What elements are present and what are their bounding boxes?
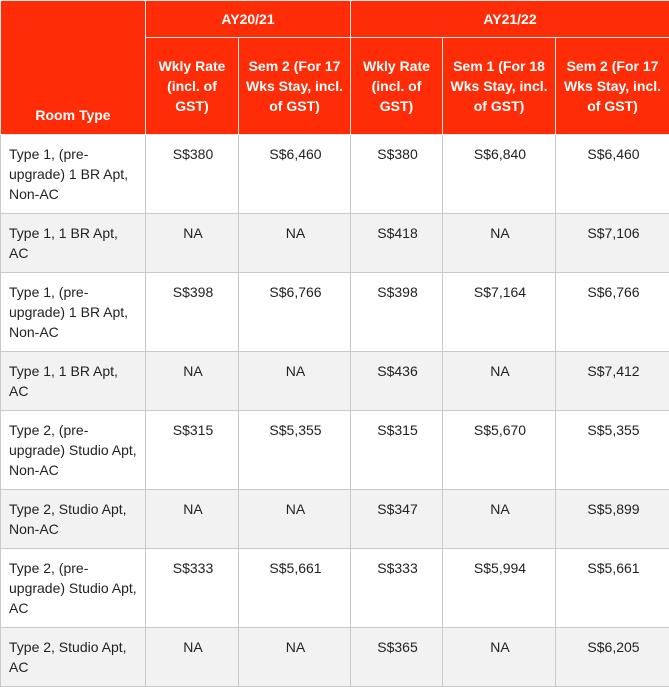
column-header-sem2-ay2122: Sem 2 (For 17 Wks Stay, incl. of GST) [556, 38, 669, 135]
rate-cell: S$347 [351, 490, 443, 549]
rate-cell: S$380 [351, 135, 443, 214]
rate-cell: S$5,899 [556, 490, 669, 549]
room-type-cell: Type 2, Studio Apt, AC [1, 628, 146, 687]
rate-cell: S$315 [146, 411, 239, 490]
column-header-weekly-rate-ay2021: Wkly Rate (incl. of GST) [146, 38, 239, 135]
rate-cell: S$6,205 [556, 628, 669, 687]
header-group-row [1, 1, 669, 38]
rate-cell: S$6,840 [443, 135, 556, 214]
table-row [1, 549, 669, 628]
group-header-ay2122: AY21/22 [351, 1, 669, 38]
room-type-cell: Type 1, (pre-upgrade) 1 BR Apt, Non-AC [1, 135, 146, 214]
rate-cell: NA [146, 628, 239, 687]
rate-cell: S$365 [351, 628, 443, 687]
rate-cell: S$7,164 [443, 273, 556, 352]
rate-cell: S$418 [351, 214, 443, 273]
room-type-cell: Type 1, (pre-upgrade) 1 BR Apt, Non-AC [1, 273, 146, 352]
rate-cell: S$5,661 [556, 549, 669, 628]
rate-cell: S$5,994 [443, 549, 556, 628]
table-row [1, 273, 669, 352]
table-row [1, 628, 669, 687]
rate-cell: S$333 [351, 549, 443, 628]
column-header-sem2-ay2021: Sem 2 (For 17 Wks Stay, incl. of GST) [239, 38, 351, 135]
rate-cell: S$398 [351, 273, 443, 352]
rate-cell: NA [239, 628, 351, 687]
table-body [1, 135, 669, 687]
column-header-weekly-rate-ay2122: Wkly Rate (incl. of GST) [351, 38, 443, 135]
rate-cell: S$398 [146, 273, 239, 352]
rate-cell: S$6,766 [556, 273, 669, 352]
table-row [1, 135, 669, 214]
room-type-cell: Type 1, 1 BR Apt, AC [1, 352, 146, 411]
rate-cell: NA [443, 628, 556, 687]
rate-cell: S$315 [351, 411, 443, 490]
rate-cell: S$6,766 [239, 273, 351, 352]
table-row [1, 352, 669, 411]
rate-cell: S$5,661 [239, 549, 351, 628]
table-row [1, 490, 669, 549]
rate-cell: S$380 [146, 135, 239, 214]
room-type-header: Room Type [1, 1, 146, 135]
rate-cell: NA [146, 352, 239, 411]
room-type-cell: Type 1, 1 BR Apt, AC [1, 214, 146, 273]
group-header-ay2021: AY20/21 [146, 1, 351, 38]
rate-cell: S$6,460 [556, 135, 669, 214]
table-row [1, 411, 669, 490]
rate-cell: S$5,355 [239, 411, 351, 490]
rate-cell: S$5,355 [556, 411, 669, 490]
rate-cell: NA [239, 214, 351, 273]
rate-cell: NA [443, 352, 556, 411]
table-header [1, 1, 669, 135]
room-type-cell: Type 2, Studio Apt, Non-AC [1, 490, 146, 549]
rate-cell: NA [146, 214, 239, 273]
rate-cell: S$436 [351, 352, 443, 411]
rate-cell: S$6,460 [239, 135, 351, 214]
rate-cell: NA [146, 490, 239, 549]
rate-cell: S$333 [146, 549, 239, 628]
room-type-cell: Type 2, (pre-upgrade) Studio Apt, Non-AC [1, 411, 146, 490]
rate-cell: NA [239, 352, 351, 411]
rate-cell: NA [239, 490, 351, 549]
room-type-cell: Type 2, (pre-upgrade) Studio Apt, AC [1, 549, 146, 628]
column-header-sem1-ay2122: Sem 1 (For 18 Wks Stay, incl. of GST) [443, 38, 556, 135]
rate-cell: NA [443, 490, 556, 549]
rate-cell: S$7,412 [556, 352, 669, 411]
rate-cell: S$7,106 [556, 214, 669, 273]
rate-cell: S$5,670 [443, 411, 556, 490]
table-row [1, 214, 669, 273]
rate-cell: NA [443, 214, 556, 273]
